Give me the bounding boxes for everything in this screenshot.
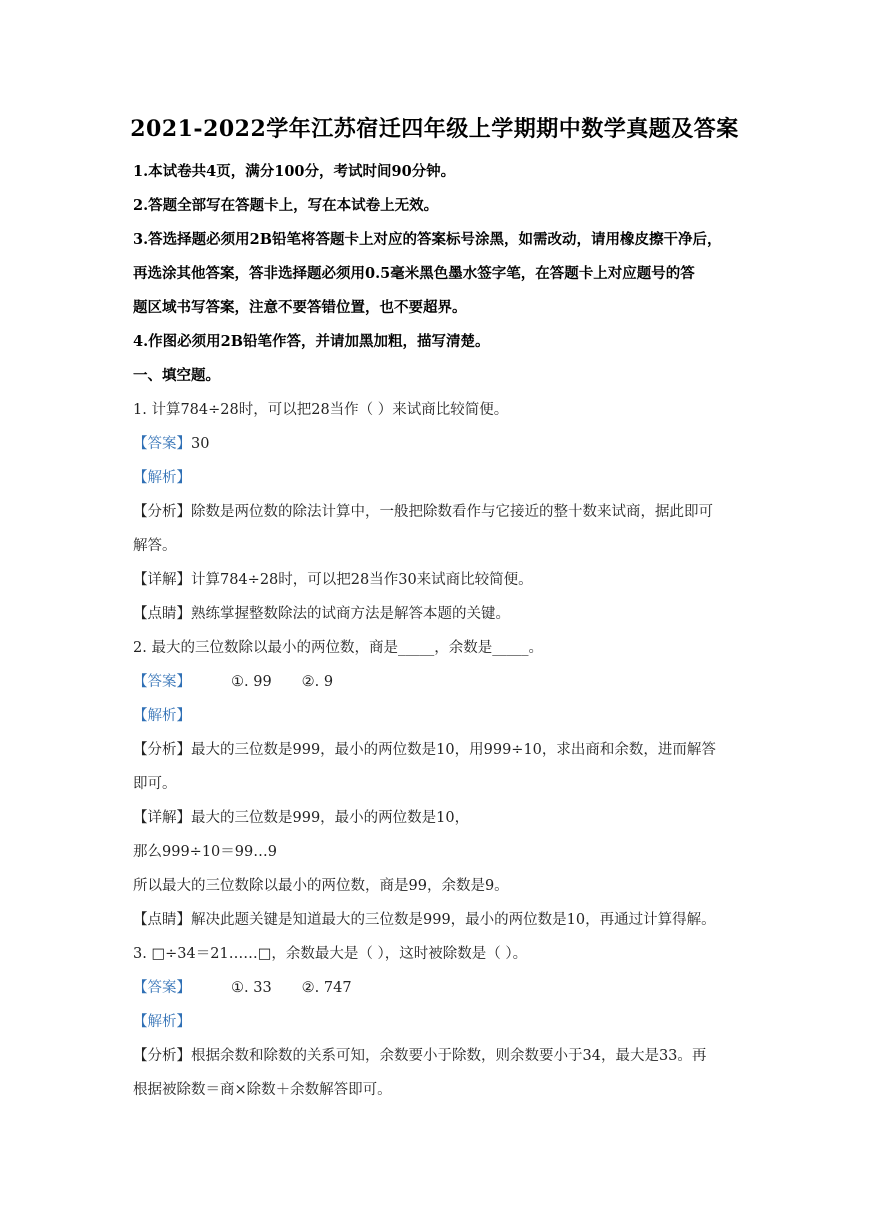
question-1-comment: 【点睛】熟练掌握整数除法的试商方法是解答本题的关键。	[133, 606, 510, 622]
answer-tag: 【答案】	[133, 980, 191, 996]
instruction-line: 2.答题全部写在答题卡上，写在本试卷上无效。	[133, 197, 439, 214]
question-1-detail: 【详解】计算784÷28时，可以把28当作30来试商比较简便。	[133, 572, 533, 588]
answer-value: 30	[191, 436, 210, 452]
question-3-analysis: 【分析】根据余数和除数的关系可知，余数要小于除数，则余数要小于34，最大是33。再	[133, 1048, 707, 1064]
document-title: 2021-2022学年江苏宿迁四年级上学期期中数学真题及答案	[130, 116, 739, 142]
question-1-text: 1. 计算784÷28时，可以把28当作（ ）来试商比较简便。	[133, 402, 509, 418]
question-3-answer	[133, 976, 352, 997]
question-2-detail: 【详解】最大的三位数是999，最小的两位数是10，	[133, 810, 470, 826]
question-1-analysis: 【分析】除数是两位数的除法计算中，一般把除数看作与它接近的整十数来试商，据此即可	[133, 504, 713, 520]
answer-tag: 【答案】	[133, 674, 191, 690]
question-2-comment: 【点睛】解决此题关键是知道最大的三位数是999，最小的两位数是10，再通过计算得解。	[133, 912, 716, 928]
question-2-detail-cont: 所以最大的三位数除以最小的两位数，商是99，余数是9。	[133, 878, 509, 894]
answer-tag: 【答案】	[133, 436, 191, 452]
question-2-analysis-cont: 即可。	[133, 776, 177, 792]
answer-value: ①. 33	[231, 980, 272, 996]
analysis-tag: 【解析】	[133, 1014, 191, 1030]
section-heading: 一、填空题。	[133, 367, 220, 384]
analysis-tag: 【解析】	[133, 708, 191, 724]
question-2-analysis: 【分析】最大的三位数是999，最小的两位数是10，用999÷10，求出商和余数，进而解答	[133, 742, 716, 758]
answer-value: ②. 9	[301, 674, 334, 690]
instruction-line: 3.答选择题必须用2B铅笔将答题卡上对应的答案标号涂黑，如需改动，请用橡皮擦干净后，	[133, 231, 722, 248]
instruction-line: 1.本试卷共4页，满分100分，考试时间90分钟。	[133, 163, 456, 180]
question-2-answer	[133, 670, 333, 691]
analysis-tag: 【解析】	[133, 470, 191, 486]
question-2-text: 2. 最大的三位数除以最小的两位数，商是_____，余数是_____。	[133, 640, 543, 656]
question-1-analysis-cont: 解答。	[133, 538, 177, 554]
question-3-text: 3. □÷34＝21……□，余数最大是（ ），这时被除数是（ ）。	[133, 946, 528, 962]
question-3-analysis-cont: 根据被除数＝商×除数＋余数解答即可。	[133, 1082, 392, 1098]
answer-value: ②. 747	[301, 980, 352, 996]
answer-value: ①. 99	[231, 674, 272, 690]
instruction-line: 题区域书写答案，注意不要答错位置，也不要超界。	[133, 299, 467, 316]
instruction-line: 再选涂其他答案，答非选择题必须用0.5毫米黑色墨水签字笔，在答题卡上对应题号的答	[133, 265, 695, 282]
question-1-answer	[133, 432, 209, 453]
question-2-detail-cont: 那么999÷10＝99…9	[133, 844, 277, 860]
instruction-line: 4.作图必须用2B铅笔作答，并请加黑加粗，描写清楚。	[133, 333, 490, 350]
